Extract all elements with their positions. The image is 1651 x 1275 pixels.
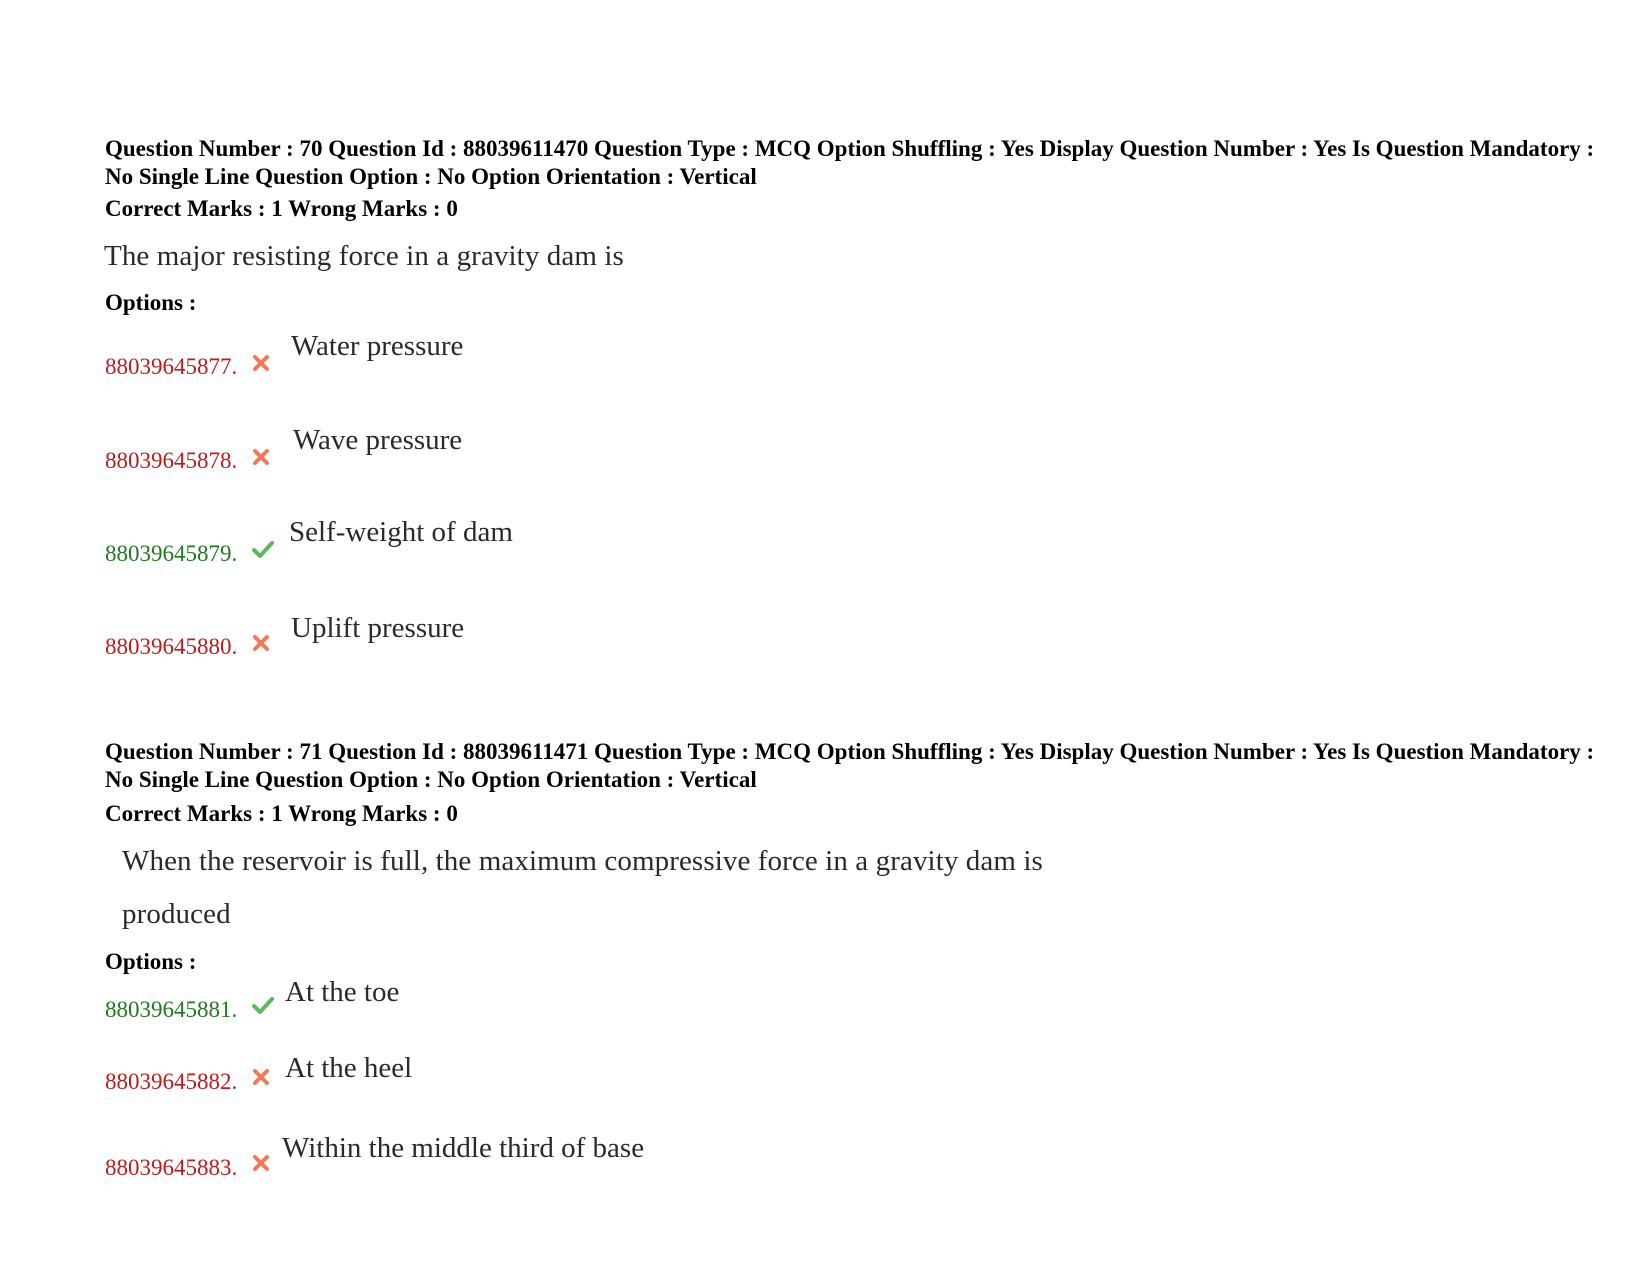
option-text: At the toe: [285, 976, 400, 1008]
option-id: 88039645882.: [105, 1069, 238, 1094]
question-71-marks: Correct Marks : 1 Wrong Marks : 0: [105, 801, 458, 826]
cross-icon: [251, 1067, 271, 1087]
option-id: 88039645880.: [105, 634, 238, 659]
option-text: Within the middle third of base: [282, 1132, 645, 1164]
check-icon: [251, 539, 275, 559]
question-70-options-label: Options :: [105, 290, 197, 315]
option-id: 88039645881.: [105, 997, 238, 1022]
option-text: Wave pressure: [293, 424, 463, 456]
option-id: 88039645883.: [105, 1155, 238, 1180]
cross-icon: [251, 1153, 271, 1173]
question-71-stem-line1: When the reservoir is full, the maximum compressive force in a gravity dam is: [122, 845, 1043, 877]
option-id: 88039645877.: [105, 354, 238, 379]
question-71-options-label: Options :: [105, 949, 197, 974]
option-text: Uplift pressure: [291, 612, 465, 644]
question-70-meta: Question Number : 70 Question Id : 88039611470 Question Type : MCQ Option Shuffling : Yes Display Question Number : Yes Is Question Mandatory : No Single Line Question Option : No Option Orientation : Vertical: [105, 136, 1595, 189]
cross-icon: [251, 353, 271, 373]
check-icon: [251, 995, 275, 1015]
question-71-meta: Question Number : 71 Question Id : 88039611471 Question Type : MCQ Option Shuffling : Yes Display Question Number : Yes Is Question Mandatory : No Single Line Question Option : No Option Orientation : Vertical: [105, 739, 1595, 792]
option-text: At the heel: [285, 1052, 413, 1084]
option-text: Self-weight of dam: [289, 516, 513, 548]
cross-icon: [251, 447, 271, 467]
question-71-stem-line2: produced: [122, 898, 231, 930]
question-70-marks: Correct Marks : 1 Wrong Marks : 0: [105, 196, 458, 221]
option-text: Water pressure: [291, 330, 464, 362]
option-id: 88039645878.: [105, 448, 238, 473]
option-id: 88039645879.: [105, 541, 238, 566]
question-70-stem: The major resisting force in a gravity dam is: [104, 240, 624, 272]
cross-icon: [251, 633, 271, 653]
